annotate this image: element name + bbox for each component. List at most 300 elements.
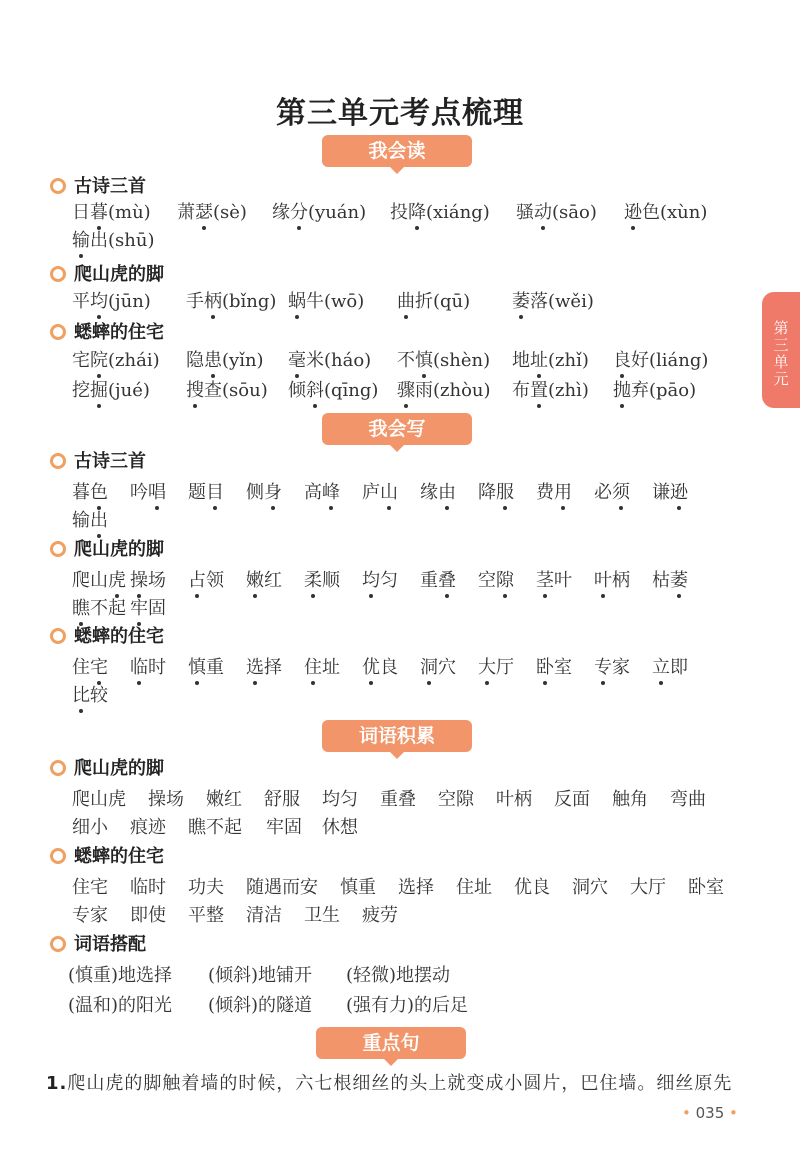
vocab-text: 嫩红 <box>206 789 242 810</box>
vocab-item <box>346 992 468 1020</box>
vocab-text: 题 <box>188 482 206 503</box>
vocab-text: 址 <box>322 657 340 678</box>
dotted-character: 暮 <box>90 199 108 227</box>
vocab-text: (jué) <box>108 380 150 401</box>
vocab-item <box>438 786 474 814</box>
vocab-item <box>512 377 589 405</box>
vocab-text: (yǐn) <box>222 350 264 371</box>
vocab-text: (zhì) <box>548 380 589 401</box>
vocab-text: 时 <box>148 657 166 678</box>
vocab-text: 侧 <box>246 482 264 503</box>
subsection-heading <box>50 320 164 346</box>
vocab-text: (yuán) <box>308 202 367 223</box>
vocab-text: (倾斜)地铺开 <box>208 965 313 986</box>
circle-bullet-icon <box>50 178 66 194</box>
unit-side-tab-label: 第三单元 <box>773 319 789 388</box>
dotted-character: 茎 <box>536 567 554 595</box>
vocab-text: 骚 <box>516 202 534 223</box>
subsection-heading <box>50 844 164 870</box>
vocab-item <box>688 874 724 902</box>
vocab-text: 地 <box>512 350 530 371</box>
vocab-text: 慎重 <box>340 877 376 898</box>
vocab-text: 谦 <box>652 482 670 503</box>
vocab-text: 洞穴 <box>572 877 608 898</box>
subsection-title: 蟋蟀的住宅 <box>74 322 164 343</box>
subsection-heading <box>50 262 164 288</box>
vocab-item <box>72 199 151 227</box>
subsection-title: 古诗三首 <box>74 176 146 197</box>
vocab-text: 卫生 <box>304 905 340 926</box>
dotted-character: 须 <box>612 479 630 507</box>
dotted-character: 牢 <box>130 595 148 623</box>
vocab-text: (mù) <box>108 202 151 223</box>
dotted-character: 输 <box>72 227 90 255</box>
vocab-text: 宅 <box>72 350 90 371</box>
subsection-title: 爬山虎的脚 <box>74 758 164 779</box>
dotted-character: 降 <box>408 199 426 227</box>
dotted-character: 逊 <box>624 199 642 227</box>
vocab-text: 弃(pāo) <box>631 380 697 401</box>
dotted-character: 住 <box>304 654 322 682</box>
vocab-item <box>630 874 666 902</box>
page-number-value: 035 <box>695 1104 725 1122</box>
dotted-character: 色 <box>90 479 108 507</box>
vocab-item <box>130 902 166 930</box>
vocab-item <box>536 479 572 507</box>
vocab-item <box>652 567 688 595</box>
vocab-text: 弯曲 <box>670 789 706 810</box>
section-heading-banner: 词语积累 <box>322 720 472 752</box>
vocab-text: 手 <box>186 291 204 312</box>
subsection-title: 爬山虎的脚 <box>74 264 164 285</box>
vocab-text: 庐 <box>362 482 380 503</box>
dotted-character: 动 <box>534 199 552 227</box>
vocab-text: (慎重)地选择 <box>68 965 173 986</box>
dotted-character: 山 <box>380 479 398 507</box>
vocab-item <box>130 479 166 507</box>
vocab-text: (shèn) <box>433 350 491 371</box>
vocab-item <box>613 347 708 375</box>
dotted-character: 毫 <box>288 347 306 375</box>
dotted-character: 柄 <box>204 288 222 316</box>
vocab-text: 良 <box>380 657 398 678</box>
vocab-item <box>340 874 376 902</box>
vocab-text: 重 <box>206 657 224 678</box>
key-sentence-text: 爬山虎的脚触着墙的时候，六七根细丝的头上就变成小圆片，巴住墙。细丝原先 <box>67 1073 733 1094</box>
vocab-text: 缘 <box>272 202 290 223</box>
vocab-item <box>186 347 264 375</box>
vocab-item <box>624 199 707 227</box>
vocab-text: 较 <box>90 685 108 706</box>
vocab-item <box>397 288 470 316</box>
vocab-item <box>246 654 282 682</box>
vocab-text: 领 <box>206 570 224 591</box>
vocab-text: 日 <box>72 202 90 223</box>
section-heading-banner: 我会读 <box>322 135 472 167</box>
vocab-item <box>72 507 108 535</box>
vocab-item <box>246 479 282 507</box>
dotted-character: 虎 <box>108 567 126 595</box>
dotted-character: 分 <box>290 199 308 227</box>
dotted-character: 骤 <box>397 377 415 405</box>
dotted-character: 搜 <box>186 377 204 405</box>
dotted-character: 萎 <box>512 288 530 316</box>
vocab-item <box>398 874 434 902</box>
vocab-item <box>322 814 358 842</box>
vocab-text: 家 <box>612 657 630 678</box>
vocab-item <box>652 479 688 507</box>
vocab-text: 落(wěi) <box>530 291 594 312</box>
vocab-text: 优良 <box>514 877 550 898</box>
vocab-text: 即使 <box>130 905 166 926</box>
vocab-text: 不起 <box>90 598 126 619</box>
vocab-item <box>512 288 594 316</box>
vocab-text: 休想 <box>322 817 358 838</box>
vocab-text: 舒服 <box>264 789 300 810</box>
circle-bullet-icon <box>50 266 66 282</box>
vocab-item <box>68 962 172 990</box>
vocab-item <box>72 479 108 507</box>
vocab-text: 牛(wō) <box>306 291 365 312</box>
vocab-text: 瞧不起 <box>188 817 242 838</box>
vocab-item <box>304 654 340 682</box>
vocab-item <box>208 992 312 1020</box>
vocab-item <box>512 347 589 375</box>
vocab-item <box>652 654 688 682</box>
dotted-character: 柔 <box>304 567 322 595</box>
vocab-item <box>130 595 166 623</box>
subsection-title: 古诗三首 <box>74 451 146 472</box>
vocab-item <box>68 992 172 1020</box>
vocab-item <box>177 199 247 227</box>
dotted-character: 卧 <box>536 654 554 682</box>
dotted-character: 萎 <box>670 567 688 595</box>
vocab-item <box>478 654 514 682</box>
vocab-item <box>362 902 398 930</box>
vocab-text: 吟 <box>130 482 148 503</box>
vocab-text: 平 <box>72 291 90 312</box>
vocab-text: 固 <box>148 598 166 619</box>
vocab-item <box>304 567 340 595</box>
vocab-item <box>536 567 572 595</box>
vocab-item <box>186 288 276 316</box>
vocab-item <box>72 814 108 842</box>
vocab-text: 卧室 <box>688 877 724 898</box>
dotted-character: 隙 <box>496 567 514 595</box>
vocab-text: 输 <box>72 510 90 531</box>
vocab-text: 投 <box>390 202 408 223</box>
dotted-character: 由 <box>438 479 456 507</box>
dotted-character: 逊 <box>670 479 688 507</box>
vocab-item <box>420 567 456 595</box>
vocab-item <box>514 874 550 902</box>
vocab-item <box>72 786 126 814</box>
circle-bullet-icon <box>50 541 66 557</box>
vocab-text: 米(háo) <box>306 350 372 371</box>
vocab-text: 暮 <box>72 482 90 503</box>
vocab-item <box>572 874 608 902</box>
unit-side-tab <box>762 292 800 408</box>
vocab-text: 平整 <box>188 905 224 926</box>
vocab-item <box>72 874 108 902</box>
vocab-item <box>613 377 696 405</box>
vocab-text: 降 <box>478 482 496 503</box>
circle-bullet-icon <box>50 324 66 340</box>
vocab-item <box>362 567 398 595</box>
vocab-item <box>188 654 224 682</box>
vocab-item <box>594 654 630 682</box>
dotted-character: 瑟 <box>195 199 213 227</box>
vocab-item <box>186 377 268 405</box>
vocab-item <box>304 902 340 930</box>
circle-bullet-icon <box>50 848 66 864</box>
vocab-text: 空 <box>478 570 496 591</box>
vocab-text: 红 <box>264 570 282 591</box>
vocab-text: 叶柄 <box>496 789 532 810</box>
circle-bullet-icon <box>50 453 66 469</box>
subsection-heading <box>50 932 146 958</box>
vocab-item <box>246 567 282 595</box>
subsection-heading <box>50 174 146 200</box>
vocab-item <box>72 227 154 255</box>
vocab-item <box>188 874 224 902</box>
vocab-text: 牢固 <box>266 817 302 838</box>
vocab-item <box>148 786 184 814</box>
vocab-text: 爬山虎 <box>72 789 126 810</box>
key-sentence <box>46 1070 732 1098</box>
dotted-character: 身 <box>264 479 282 507</box>
dotted-character: 院 <box>90 347 108 375</box>
vocab-item <box>208 962 312 990</box>
dotted-character: 大 <box>478 654 496 682</box>
vocab-text: 好(liáng) <box>631 350 709 371</box>
dotted-character: 斜 <box>306 377 324 405</box>
vocab-text: 即 <box>670 657 688 678</box>
dotted-character: 服 <box>496 479 514 507</box>
vocab-item <box>72 347 160 375</box>
vocab-item <box>246 874 318 902</box>
vocab-item <box>304 479 340 507</box>
vocab-text: 触角 <box>612 789 648 810</box>
vocab-text: 出(shū) <box>90 230 155 251</box>
vocab-text: 重叠 <box>380 789 416 810</box>
vocab-text: 柄 <box>612 570 630 591</box>
dotted-character: 宅 <box>90 654 108 682</box>
vocab-text: 空隙 <box>438 789 474 810</box>
dotted-character: 峰 <box>322 479 340 507</box>
subsection-title: 爬山虎的脚 <box>74 539 164 560</box>
vocab-item <box>536 654 572 682</box>
vocab-item <box>130 567 166 595</box>
section-heading-banner: 重点句 <box>316 1027 466 1059</box>
vocab-text: (zhái) <box>108 350 160 371</box>
vocab-item <box>130 874 166 902</box>
vocab-item <box>478 479 514 507</box>
vocab-text: 不 <box>397 350 415 371</box>
dotted-character: 比 <box>72 682 90 710</box>
vocab-item <box>130 814 166 842</box>
vocab-text: 布 <box>512 380 530 401</box>
vocab-item <box>72 288 151 316</box>
vocab-text: 隐 <box>186 350 204 371</box>
vocab-text: 住宅 <box>72 877 108 898</box>
vocab-text: 折(qū) <box>415 291 471 312</box>
vocab-text: 功夫 <box>188 877 224 898</box>
vocab-text: 倾 <box>288 380 306 401</box>
vocab-text: 匀 <box>380 570 398 591</box>
vocab-text: 萧 <box>177 202 195 223</box>
vocab-item <box>288 377 378 405</box>
dotted-character: 址 <box>530 347 548 375</box>
vocab-item <box>266 814 302 842</box>
vocab-item <box>72 654 108 682</box>
vocab-item <box>72 377 150 405</box>
dotted-character: 患 <box>204 347 222 375</box>
dotted-character: 均 <box>362 567 380 595</box>
vocab-text: (温和)的阳光 <box>68 995 173 1016</box>
vocab-item <box>397 347 490 375</box>
vocab-item <box>188 902 224 930</box>
vocab-text: 疲劳 <box>362 905 398 926</box>
dotted-character: 专 <box>594 654 612 682</box>
vocab-item <box>288 288 364 316</box>
vocab-text: 叶 <box>554 570 572 591</box>
vocab-text: 场 <box>148 570 166 591</box>
vocab-item <box>516 199 597 227</box>
page-number: • 035 • <box>682 1104 738 1122</box>
vocab-text: 专家 <box>72 905 108 926</box>
vocab-text: 操场 <box>148 789 184 810</box>
dotted-character: 良 <box>613 347 631 375</box>
vocab-item <box>456 874 492 902</box>
vocab-text: 缘 <box>420 482 438 503</box>
vocab-item <box>397 377 491 405</box>
vocab-text: 高 <box>304 482 322 503</box>
vocab-text: 雨(zhòu) <box>415 380 491 401</box>
key-sentence-number: 1. <box>46 1073 68 1094</box>
vocab-item <box>72 567 126 595</box>
vocab-text: 费 <box>536 482 554 503</box>
subsection-heading <box>50 449 146 475</box>
vocab-item <box>594 479 630 507</box>
dotted-character: 洞 <box>420 654 438 682</box>
vocab-item <box>72 682 108 710</box>
dotted-character: 叠 <box>438 567 456 595</box>
vocab-item <box>188 567 224 595</box>
vocab-text: (zhǐ) <box>548 350 589 371</box>
vocab-item <box>420 479 456 507</box>
vocab-text: 均匀 <box>322 789 358 810</box>
vocab-item <box>206 786 242 814</box>
vocab-text: (sè) <box>213 202 247 223</box>
dotted-character: 叶 <box>594 567 612 595</box>
dotted-character: 蜗 <box>288 288 306 316</box>
vocab-text: (bǐng) <box>222 291 277 312</box>
dotted-character: 均 <box>90 288 108 316</box>
vocab-text: 择 <box>264 657 282 678</box>
vocab-text: 反面 <box>554 789 590 810</box>
vocab-text: 清洁 <box>246 905 282 926</box>
vocab-item <box>272 199 366 227</box>
vocab-text: 痕迹 <box>130 817 166 838</box>
vocab-item <box>130 654 166 682</box>
vocab-item <box>612 786 648 814</box>
dotted-character: 操 <box>130 567 148 595</box>
vocab-text: 挖 <box>72 380 90 401</box>
vocab-item <box>246 902 282 930</box>
vocab-item <box>420 654 456 682</box>
dotted-character: 曲 <box>397 288 415 316</box>
vocab-text: 选择 <box>398 877 434 898</box>
vocab-text: (qīng) <box>324 380 379 401</box>
vocab-item <box>478 567 514 595</box>
vocab-text: (jūn) <box>108 291 151 312</box>
vocab-item <box>264 786 300 814</box>
subsection-title: 蟋蟀的住宅 <box>74 626 164 647</box>
circle-bullet-icon <box>50 936 66 952</box>
vocab-item <box>72 595 126 623</box>
vocab-item <box>288 347 371 375</box>
vocab-item <box>554 786 590 814</box>
dotted-character: 优 <box>362 654 380 682</box>
subsection-title: 词语搭配 <box>74 934 146 955</box>
dotted-character: 置 <box>530 377 548 405</box>
vocab-text: 住址 <box>456 877 492 898</box>
vocab-text: 随遇而安 <box>246 877 318 898</box>
dotted-character: 抛 <box>613 377 631 405</box>
dotted-character: 目 <box>206 479 224 507</box>
subsection-heading <box>50 537 164 563</box>
subsection-heading <box>50 756 164 782</box>
vocab-text: (强有力)的后足 <box>346 995 469 1016</box>
vocab-text: (sāo) <box>552 202 597 223</box>
vocab-item <box>594 567 630 595</box>
vocab-item <box>670 786 706 814</box>
vocab-item <box>390 199 490 227</box>
vocab-item <box>188 479 224 507</box>
circle-bullet-icon <box>50 628 66 644</box>
dotted-character: 用 <box>554 479 572 507</box>
vocab-text: 必 <box>594 482 612 503</box>
vocab-item <box>362 654 398 682</box>
subsection-heading <box>50 624 164 650</box>
vocab-item <box>346 962 450 990</box>
vocab-text: 枯 <box>652 570 670 591</box>
vocab-text: 细小 <box>72 817 108 838</box>
vocab-text: (xiáng) <box>426 202 490 223</box>
vocab-text: 色(xùn) <box>642 202 708 223</box>
vocab-text: 查(sōu) <box>204 380 268 401</box>
dotted-character: 临 <box>130 654 148 682</box>
vocab-text: 大厅 <box>630 877 666 898</box>
vocab-item <box>72 902 108 930</box>
vocab-text: 重 <box>420 570 438 591</box>
dotted-character: 选 <box>246 654 264 682</box>
subsection-title: 蟋蟀的住宅 <box>74 846 164 867</box>
vocab-text: 住 <box>72 657 90 678</box>
vocab-text: (轻微)地摆动 <box>346 965 451 986</box>
dotted-character: 立 <box>652 654 670 682</box>
vocab-item <box>380 786 416 814</box>
dotted-character: 慎 <box>415 347 433 375</box>
vocab-text: 临时 <box>130 877 166 898</box>
dotted-character: 慎 <box>188 654 206 682</box>
section-heading-banner: 我会写 <box>322 413 472 445</box>
vocab-text: 穴 <box>438 657 456 678</box>
vocab-text: 爬山 <box>72 570 108 591</box>
dotted-character: 占 <box>188 567 206 595</box>
dotted-character: 嫩 <box>246 567 264 595</box>
